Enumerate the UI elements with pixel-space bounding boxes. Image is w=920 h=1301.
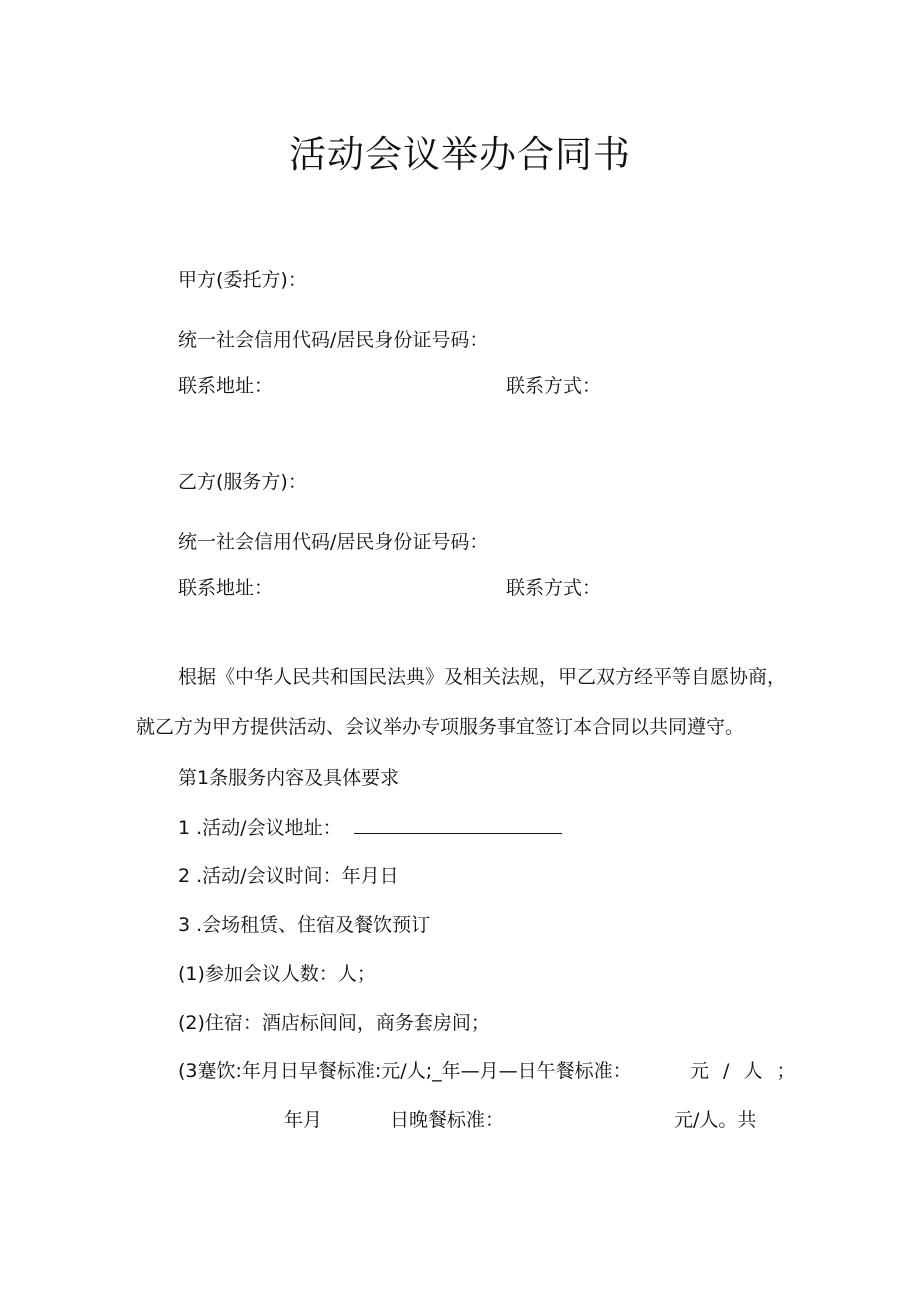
party-b-address-label: 联系地址： bbox=[178, 577, 274, 599]
article-1-sub-3-dinner-unit: 元/人。共 bbox=[674, 1109, 757, 1131]
article-1-heading: 第1条服务内容及具体要求 bbox=[178, 767, 400, 789]
article-1-sub-3-date: 年月 bbox=[284, 1109, 323, 1131]
article-1-sub-3-line-1a: (3蹇饮:年月日早餐标准:元/人;_年—月—日午餐标准： bbox=[178, 1060, 632, 1082]
article-1-item-1 bbox=[178, 816, 562, 840]
party-a-contact-label: 联系方式： bbox=[506, 375, 602, 397]
document-title: 活动会议举办合同书 bbox=[289, 133, 631, 176]
preamble-line-1: 根据《中华人民共和国民法典》及相关法规，甲乙双方经平等自愿协商， bbox=[178, 666, 787, 688]
article-1-item-3: 3 .会场租赁、住宿及餐饮预订 bbox=[178, 914, 431, 936]
preamble-line-2: 就乙方为甲方提供活动、会议举办专项服务事宜签订本合同以共同遵守。 bbox=[136, 716, 745, 738]
venue-address-blank bbox=[354, 817, 562, 834]
article-1-sub-1: (1)参加会议人数：人； bbox=[178, 963, 376, 985]
party-a-address-label: 联系地址： bbox=[178, 375, 274, 397]
party-b-id-label: 统一社会信用代码/居民身份证号码： bbox=[178, 531, 489, 553]
article-1-sub-3-dinner-label: 日晚餐标准： bbox=[390, 1109, 505, 1131]
party-b-contact-label: 联系方式： bbox=[506, 577, 602, 599]
party-a-heading: 甲方(委托方)： bbox=[178, 269, 307, 291]
item-1-label: 1 .活动/会议地址： bbox=[178, 817, 342, 839]
article-1-sub-3-line-1b: 元 / 人 ； bbox=[690, 1060, 800, 1082]
article-1-item-2: 2 .活动/会议时间：年月日 bbox=[178, 865, 399, 887]
party-a-id-label: 统一社会信用代码/居民身份证号码： bbox=[178, 329, 489, 351]
article-1-sub-2: (2)住宿：酒店标间间，商务套房间； bbox=[178, 1012, 490, 1034]
party-b-heading: 乙方(服务方)： bbox=[178, 471, 307, 493]
